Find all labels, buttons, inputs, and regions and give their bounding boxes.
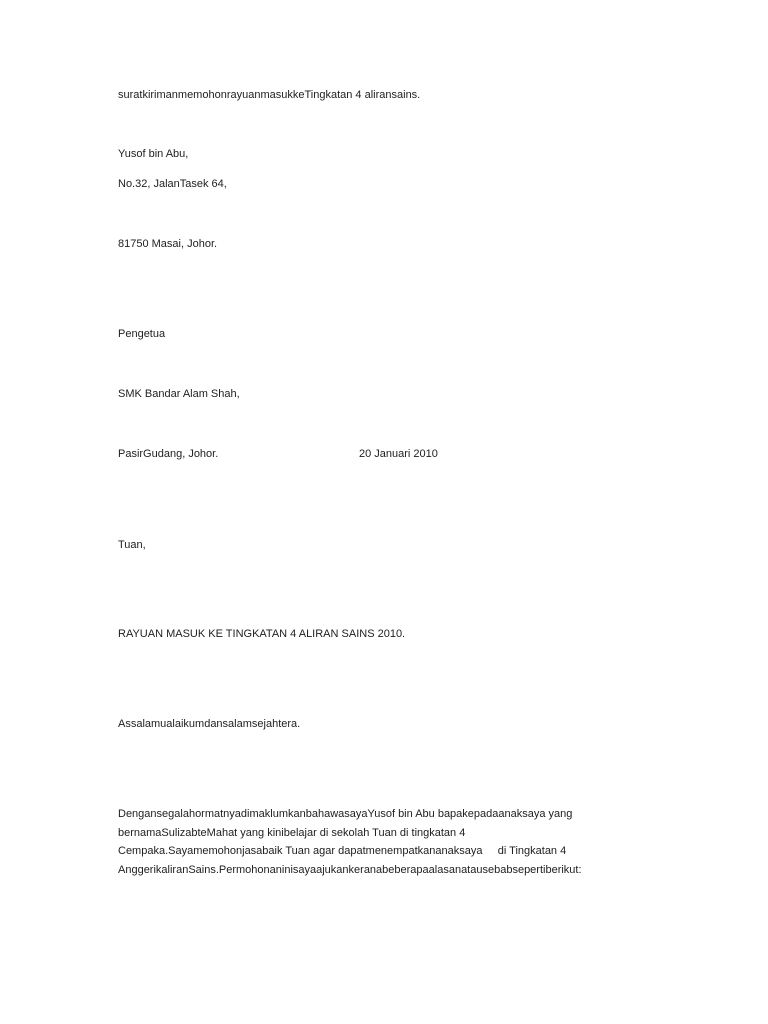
body-line: AnggerikaliranSains.Permohonaninisayaajukankeranabeberapaalasanatausebabsepertiberikut: — [118, 864, 582, 876]
subject-note: suratkirimanmemohonrayuanmasukkeTingkatan 4 aliransains. — [118, 89, 421, 101]
recipient-school: SMK Bandar Alam Shah, — [118, 388, 240, 400]
sender-address-line1: No.32, JalanTasek 64, — [118, 178, 227, 190]
recipient-address: PasirGudang, Johor. — [118, 448, 219, 460]
letter-date: 20 Januari 2010 — [359, 448, 438, 460]
letter-heading: RAYUAN MASUK KE TINGKATAN 4 ALIRAN SAINS 2010. — [118, 628, 406, 640]
body-line: DengansegalahormatnyadimaklumkanbahawasayaYusof bin Abu bapakepadaanaksaya yang — [118, 808, 573, 820]
body-line: bernamaSulizabteMahat yang kinibelajar di sekolah Tuan di tingkatan 4 — [118, 827, 466, 839]
greeting: Assalamualaikumdansalamsejahtera. — [118, 718, 301, 730]
sender-name: Yusof bin Abu, — [118, 148, 189, 160]
recipient-title: Pengetua — [118, 328, 166, 340]
body-line: Cempaka.Sayamemohonjasabaik Tuan agar dapatmenempatkananaksaya di Tingkatan 4 — [118, 845, 567, 857]
sender-address-line2: 81750 Masai, Johor. — [118, 238, 218, 250]
salutation: Tuan, — [118, 539, 146, 551]
